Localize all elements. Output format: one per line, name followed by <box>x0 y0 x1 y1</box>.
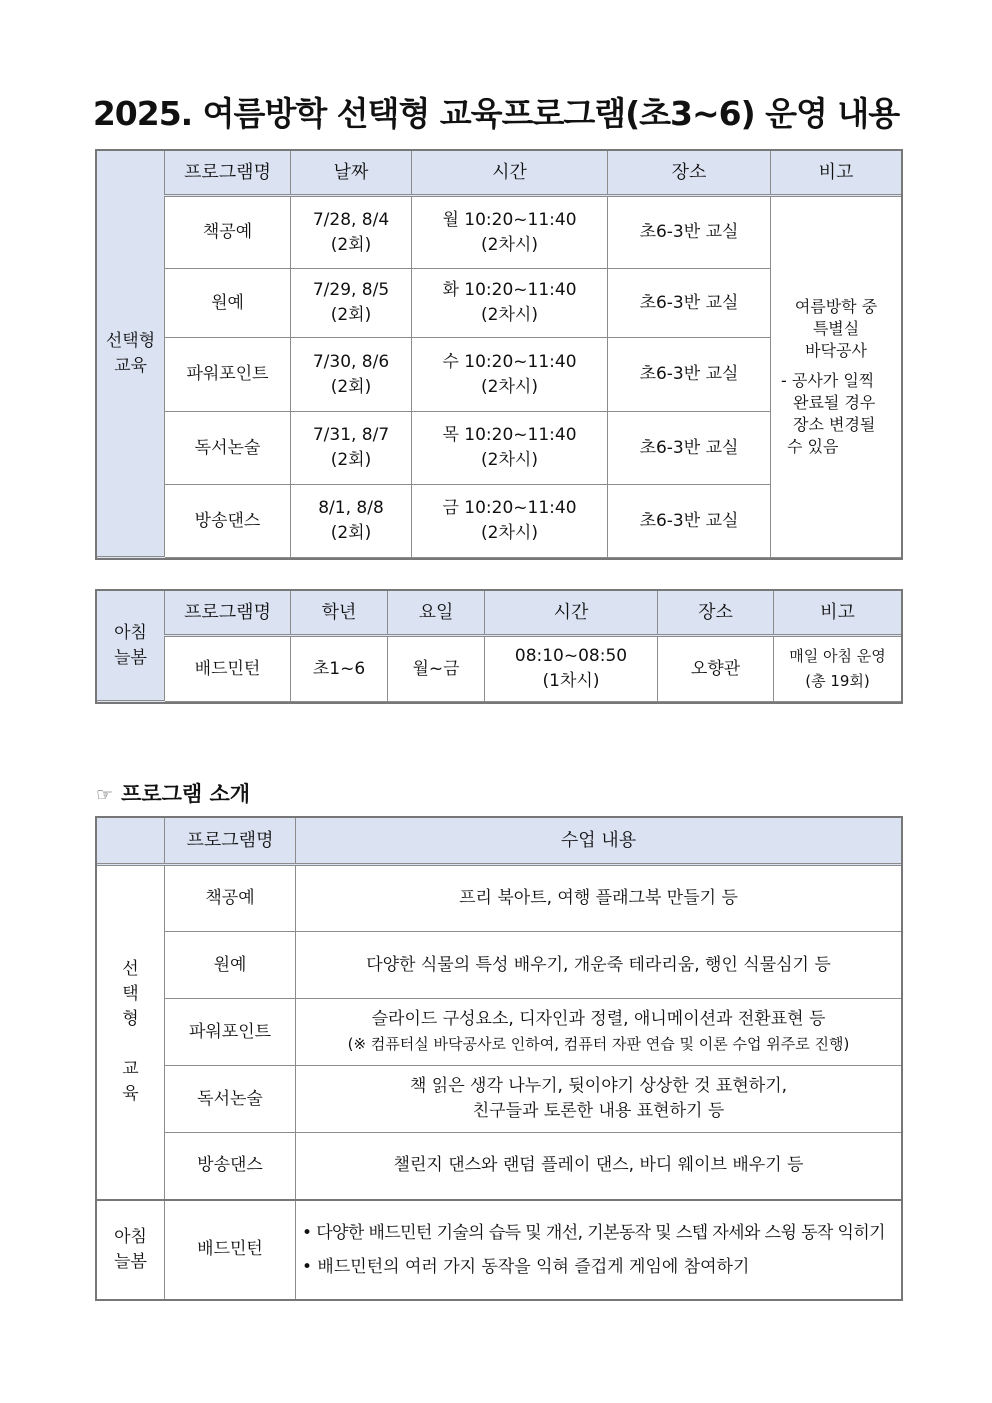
program-name: 파워포인트 <box>165 338 291 412</box>
col-header-time: 시간 <box>412 151 608 196</box>
page-title: 2025. 여름방학 선택형 교육프로그램(초3~6) 운영 내용 <box>92 94 900 133</box>
table-row <box>97 999 902 1066</box>
program-content: 책 읽은 생각 나누기, 뒷이야기 상상한 것 표현하기, 친구들과 토론한 내용 표현하기 등 <box>296 1066 902 1133</box>
morning-care-table <box>96 590 902 703</box>
program-date: 7/31, 8/7 (2회) <box>291 412 412 485</box>
program-date: 7/29, 8/5 (2회) <box>291 269 412 338</box>
program-time: 월 10:20~11:40 (2차시) <box>412 196 608 269</box>
program-name: 원예 <box>165 269 291 338</box>
program-content: 프리 북아트, 여행 플래그북 만들기 등 <box>296 865 902 932</box>
program-place: 초6-3반 교실 <box>608 269 771 338</box>
col-header-note: 비고 <box>774 591 902 636</box>
program-grade: 초1~6 <box>291 636 388 702</box>
elective-schedule-table <box>96 150 902 559</box>
program-place: 초6-3반 교실 <box>608 338 771 412</box>
col-header-place: 장소 <box>608 151 771 196</box>
section-heading <box>96 778 250 808</box>
col-header-note: 비고 <box>771 151 902 196</box>
program-date: 7/30, 8/6 (2회) <box>291 338 412 412</box>
program-name: 책공예 <box>165 865 296 932</box>
note-cell: 여름방학 중 특별실 바닥공사 - 공사가 일찍 완료될 경우 장소 변경될 수 있음 <box>771 196 902 558</box>
table-row <box>97 196 902 269</box>
corner-header <box>97 818 165 865</box>
program-name: 방송댄스 <box>165 485 291 558</box>
elective-side-label: 선택형 교육 <box>97 151 165 558</box>
table-row <box>97 1066 902 1133</box>
program-place: 오향관 <box>658 636 774 702</box>
program-days: 월~금 <box>388 636 485 702</box>
col-header-program: 프로그램명 <box>165 151 291 196</box>
morning-side-label: 아침 늘봄 <box>97 1200 165 1300</box>
program-time: 수 10:20~11:40 (2차시) <box>412 338 608 412</box>
program-place: 초6-3반 교실 <box>608 196 771 269</box>
program-time: 화 10:20~11:40 (2차시) <box>412 269 608 338</box>
col-header-content: 수업 내용 <box>296 818 902 865</box>
program-note: 매일 아침 운영 (총 19회) <box>774 636 902 702</box>
program-content: 챌린지 댄스와 랜덤 플레이 댄스, 바디 웨이브 배우기 등 <box>296 1133 902 1200</box>
program-name: 파워포인트 <box>165 999 296 1066</box>
morning-side-label: 아침 늘봄 <box>97 591 165 702</box>
table-row <box>97 636 902 702</box>
program-name: 배드민턴 <box>165 1200 296 1300</box>
col-header-time: 시간 <box>485 591 658 636</box>
table-row <box>97 932 902 999</box>
col-header-days: 요일 <box>388 591 485 636</box>
program-content: 다양한 식물의 특성 배우기, 개운죽 테라리움, 행인 식물심기 등 <box>296 932 902 999</box>
program-date: 8/1, 8/8 (2회) <box>291 485 412 558</box>
program-content-subnote: (※ 컴퓨터실 바닥공사로 인하여, 컴퓨터 자판 연습 및 이론 수업 위주로 진행) <box>347 1035 850 1053</box>
col-header-place: 장소 <box>658 591 774 636</box>
program-name: 독서논술 <box>165 412 291 485</box>
program-place: 초6-3반 교실 <box>608 485 771 558</box>
program-name: 독서논술 <box>165 1066 296 1133</box>
program-time: 08:10~08:50 (1차시) <box>485 636 658 702</box>
program-time: 금 10:20~11:40 (2차시) <box>412 485 608 558</box>
program-name: 책공예 <box>165 196 291 269</box>
program-name: 배드민턴 <box>165 636 291 702</box>
col-header-program: 프로그램명 <box>165 591 291 636</box>
program-name: 원예 <box>165 932 296 999</box>
table-row <box>97 865 902 932</box>
program-content: • 다양한 배드민턴 기술의 습득 및 개선, 기본동작 및 스텝 자세와 스윙 동작 익히기 • 배드민턴의 여러 가지 동작을 익혀 즐겁게 게임에 참여하기 <box>296 1200 902 1300</box>
col-header-grade: 학년 <box>291 591 388 636</box>
table-row <box>97 1133 902 1200</box>
program-intro-table <box>96 817 902 1300</box>
section-title: 프로그램 소개 <box>121 782 251 806</box>
table-row <box>97 1200 902 1300</box>
elective-side-label: 선 택 형 교 육 <box>97 865 165 1200</box>
program-time: 목 10:20~11:40 (2차시) <box>412 412 608 485</box>
program-name: 방송댄스 <box>165 1133 296 1200</box>
program-date: 7/28, 8/4 (2회) <box>291 196 412 269</box>
program-place: 초6-3반 교실 <box>608 412 771 485</box>
program-content: 슬라이드 구성요소, 디자인과 정렬, 애니메이션과 전환표현 등 (※ 컴퓨터실 바닥공사로 인하여, 컴퓨터 자판 연습 및 이론 수업 위주로 진행) <box>296 999 902 1066</box>
col-header-date: 날짜 <box>291 151 412 196</box>
pointing-hand-icon: ☞ <box>96 784 114 806</box>
col-header-program: 프로그램명 <box>165 818 296 865</box>
